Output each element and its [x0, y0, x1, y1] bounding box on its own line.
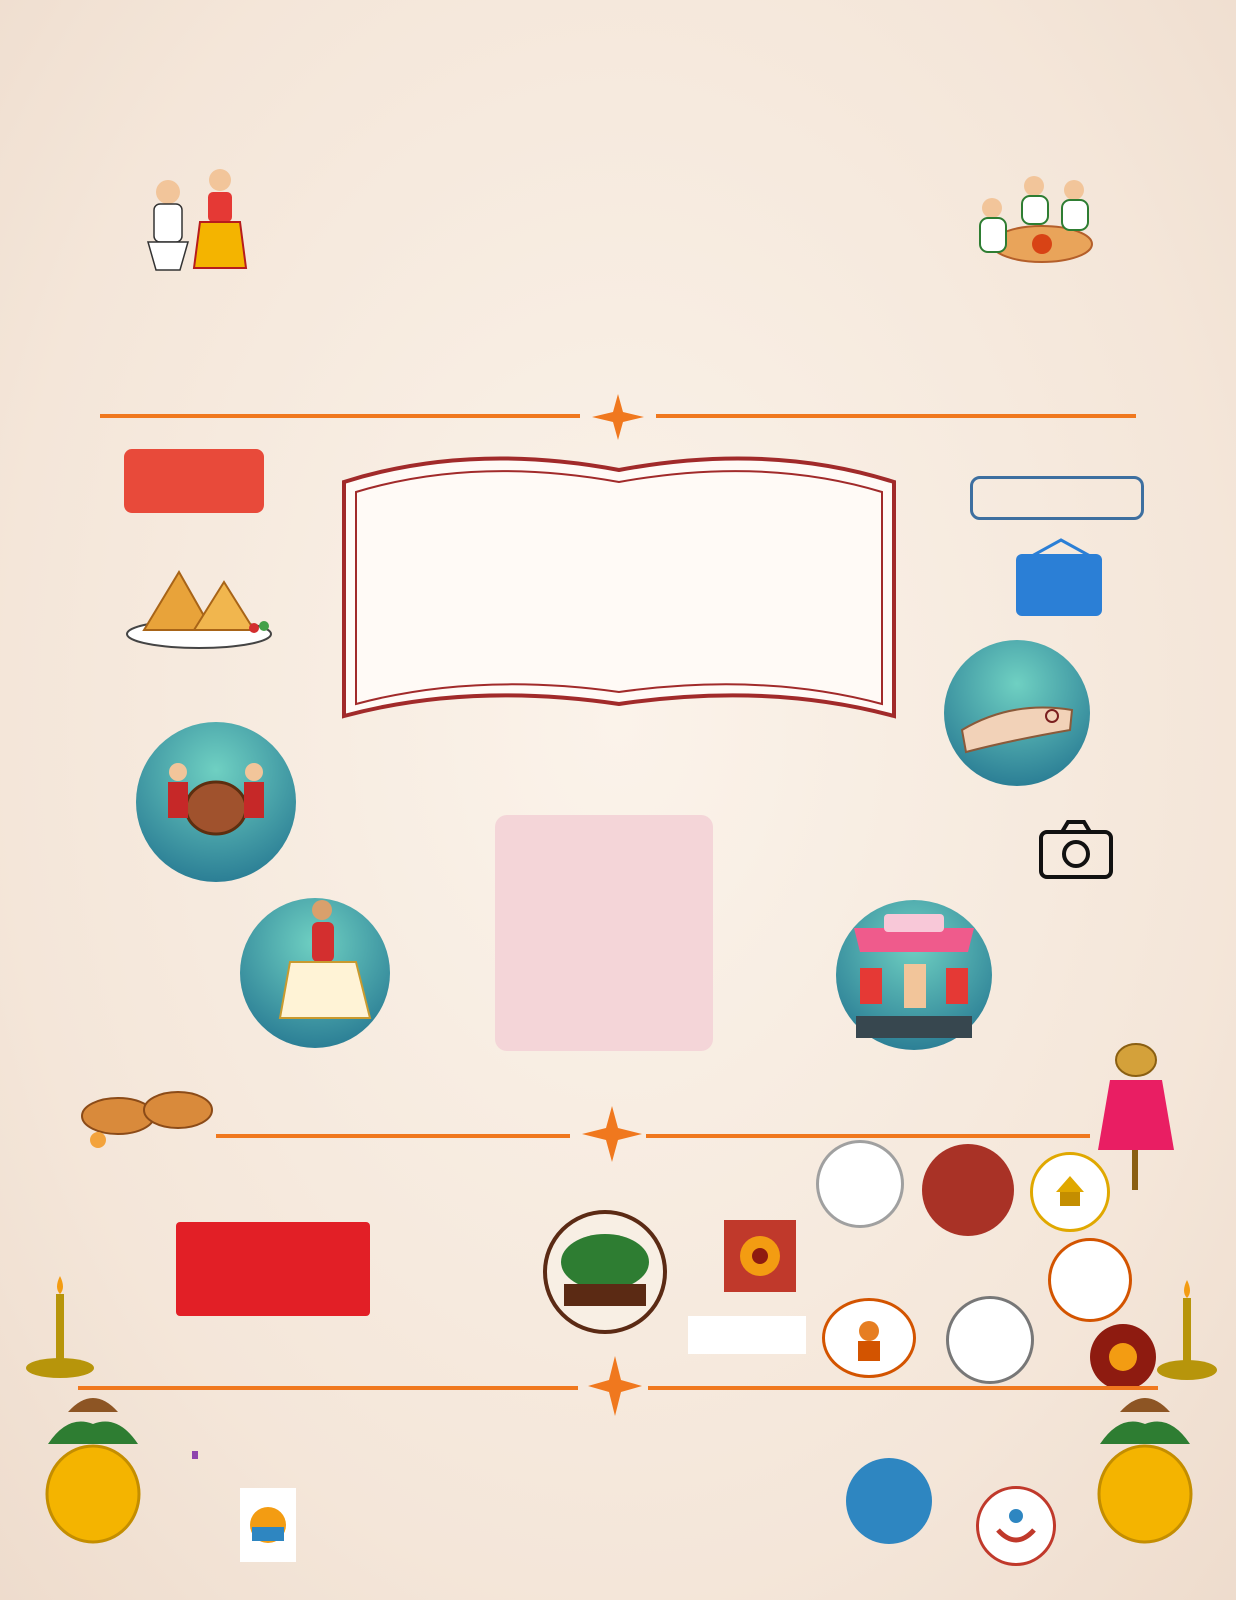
dhol-drums-illustration [78, 1058, 218, 1150]
drummers-icon [156, 752, 276, 862]
helping-hands-icon [992, 1502, 1040, 1550]
dancers-illustration [128, 150, 258, 280]
diya-lamp-left-icon [20, 1272, 100, 1402]
event-details-frame [330, 442, 908, 738]
kalash-pot-right-icon [1080, 1384, 1210, 1554]
divider-star-icon [592, 394, 644, 440]
performances-panel [495, 815, 713, 1051]
smap-logo [688, 1316, 806, 1354]
rangoli-illustration [962, 168, 1102, 272]
global-mall-logo [176, 1222, 370, 1316]
emblem-icon [1103, 1337, 1143, 1377]
mehndi-badge [944, 640, 1090, 786]
divider-middle-left [216, 1134, 570, 1138]
raffle-ticket-icon [124, 449, 264, 513]
henna-hands-icon [952, 670, 1082, 760]
marigold-garland-top [20, 8, 1216, 70]
fgaa-logo [946, 1296, 1034, 1384]
gudi-icon [1090, 1040, 1180, 1190]
brahman-samaj-logo [724, 1220, 796, 1292]
sign-hanger-icon [1030, 538, 1092, 556]
tv-asia-logo [240, 1488, 296, 1562]
dancer-icon [260, 888, 390, 1038]
raghavendra-matha-logo [822, 1298, 916, 1378]
maroon-seal-logo [1090, 1324, 1156, 1390]
camera-icon [1038, 818, 1114, 880]
vendors-badge [836, 900, 992, 1050]
divider-left [100, 414, 580, 418]
hindu-university-logo [1048, 1238, 1132, 1322]
desh-videsh-logo [192, 1438, 352, 1472]
dvmg-badge [192, 1451, 198, 1459]
tv-asia-sun-icon [248, 1505, 288, 1545]
divider-star-bottom-icon [588, 1356, 642, 1416]
lotus-emblem-icon [737, 1233, 783, 1279]
culture-badge [240, 898, 390, 1048]
charity-hands-logo [976, 1486, 1056, 1566]
temple-icon [1050, 1172, 1090, 1212]
divider-star-middle-icon [582, 1106, 642, 1162]
saint-icon [844, 1313, 894, 1363]
clothing-stall-icon [848, 908, 980, 1044]
divider-right [656, 414, 1136, 418]
marigold-garland-left [18, 20, 74, 1300]
siddhi-vinayak-logo [922, 1144, 1014, 1236]
temple-seal-logo [1030, 1152, 1110, 1232]
divider-middle-right [646, 1134, 1090, 1138]
samosa-icon [124, 566, 274, 650]
free-entry-sign [970, 476, 1144, 520]
free-parking-sign [1016, 554, 1102, 616]
vhpa-logo [528, 1210, 682, 1340]
kalash-pot-left-icon [28, 1384, 158, 1554]
vedic-friends-logo [816, 1140, 904, 1228]
shri-logo [846, 1458, 932, 1544]
music-badge [136, 722, 296, 882]
